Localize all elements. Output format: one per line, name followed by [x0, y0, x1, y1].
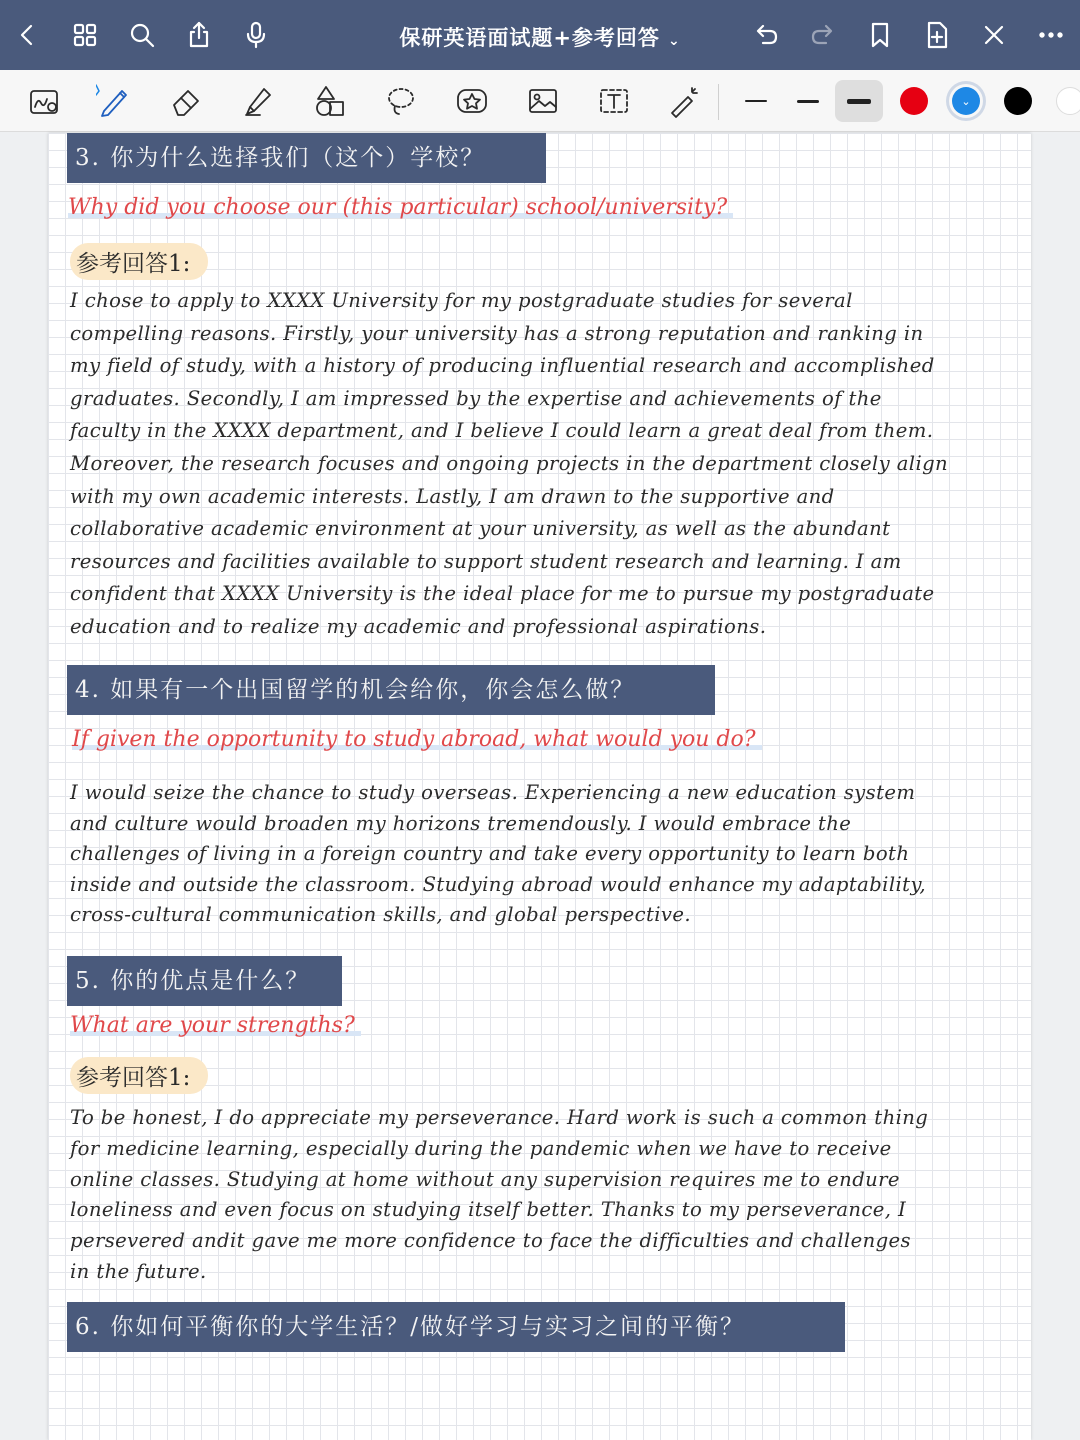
redo-icon[interactable] — [806, 18, 840, 52]
answer-line: for medicine learning, especially during the pandemic when we have to receive — [70, 1136, 892, 1160]
pen-tool-icon[interactable] — [92, 80, 136, 122]
chevron-down-icon: ⌄ — [667, 33, 681, 49]
question-3-english: Why did you choose our (this particular) school/university? — [68, 195, 733, 220]
answer-line: with my own academic interests. Lastly, I am drawn to the supportive and — [70, 484, 835, 508]
stroke-width-medium[interactable] — [784, 80, 832, 122]
laser-pointer-icon[interactable] — [662, 80, 706, 122]
answer-line: in the future. — [70, 1259, 207, 1283]
eraser-tool-icon[interactable] — [164, 80, 208, 122]
answer-line: cross-cultural communication skills, and global perspective. — [70, 903, 691, 927]
stroke-width-thick[interactable] — [835, 80, 883, 122]
answer-line: my field of study, with a history of producing influential research and accomplished — [70, 354, 935, 378]
reference-answer-label: 参考回答1: — [70, 243, 208, 280]
color-swatch-blue[interactable] — [952, 87, 980, 115]
answer-line: persevered andit gave me more confidence to face the difficulties and challenges — [70, 1229, 912, 1253]
question-4-english: If given the opportunity to study abroad, what would you do? — [72, 727, 762, 752]
lasso-tool-icon[interactable] — [379, 80, 423, 122]
answer-line: loneliness and even focus on studying itself better. Thanks to my perseverance, I — [70, 1198, 907, 1222]
chevron-down-icon: ⌄ — [961, 94, 971, 108]
toolbar-divider — [718, 84, 719, 120]
answer-line: faculty in the XXXX department, and I believe I could learn a great deal from them. — [70, 419, 934, 443]
answer-line: collaborative academic environment at your university, as well as the abundant — [70, 517, 891, 541]
answer-line: and culture would broaden my horizons tremendously. I would embrace the — [70, 811, 852, 835]
grid-icon[interactable] — [68, 18, 102, 52]
answer-line: I chose to apply to XXXX University for my postgraduate studies for several — [70, 289, 853, 312]
undo-icon[interactable] — [749, 18, 783, 52]
answer-3-text — [70, 285, 948, 644]
answer-line: confident that XXXX University is the ideal place for me to pursue my postgraduate — [70, 582, 935, 606]
bookmark-icon[interactable] — [863, 18, 897, 52]
color-swatch-white[interactable] — [1056, 87, 1080, 115]
text-tool-icon[interactable] — [592, 80, 636, 122]
lasso-image-tool-icon[interactable] — [22, 80, 66, 122]
answer-5-text — [70, 1103, 928, 1288]
answer-line: resources and facilities available to support student research and learning. I am — [70, 549, 902, 573]
close-icon[interactable] — [977, 18, 1011, 52]
question-6-heading: 6. 你如何平衡你的大学生活？/做好学习与实习之间的平衡？ — [67, 1302, 845, 1352]
answer-line: challenges of living in a foreign country and take every opportunity to learn both — [70, 842, 910, 866]
shapes-tool-icon[interactable] — [308, 80, 352, 122]
question-5-heading: 5. 你的优点是什么？ — [67, 956, 342, 1006]
answer-line: I would seize the chance to study overseas. Experiencing a new education system — [70, 781, 916, 804]
document-title-text: 保研英语面试题+参考回答 — [399, 26, 660, 50]
share-icon[interactable] — [182, 18, 216, 52]
answer-line: online classes. Studying at home without any supervision requires me to endure — [70, 1167, 900, 1191]
microphone-icon[interactable] — [239, 18, 273, 52]
answer-line: education and to realize my academic and professional aspirations. — [70, 614, 767, 638]
color-swatch-black[interactable] — [1004, 87, 1032, 115]
reference-answer-label: 参考回答1: — [70, 1057, 208, 1094]
answer-line: Moreover, the research focuses and ongoing projects in the department closely align — [70, 451, 949, 475]
answer-line: inside and outside the classroom. Studying abroad would enhance my adaptability, — [70, 872, 926, 896]
back-icon[interactable] — [10, 18, 44, 52]
question-4-heading: 4. 如果有一个出国留学的机会给你，你会怎么做？ — [67, 665, 715, 715]
more-icon[interactable] — [1034, 18, 1068, 52]
note-page[interactable] — [48, 133, 1031, 1440]
sticker-tool-icon[interactable] — [450, 80, 494, 122]
stroke-width-thin[interactable] — [732, 80, 780, 122]
search-icon[interactable] — [125, 18, 159, 52]
question-5-english: What are your strengths? — [70, 1013, 361, 1038]
answer-4-text — [70, 778, 926, 931]
add-page-icon[interactable] — [920, 18, 954, 52]
answer-line: To be honest, I do appreciate my perseverance. Hard work is such a common thing — [70, 1106, 929, 1129]
question-3-heading: 3. 你为什么选择我们（这个）学校？ — [67, 133, 546, 183]
answer-line: compelling reasons. Firstly, your university has a strong reputation and ranking in — [70, 321, 924, 345]
top-navigation-bar — [0, 0, 1080, 70]
image-tool-icon[interactable] — [521, 80, 565, 122]
highlighter-tool-icon[interactable] — [236, 80, 280, 122]
document-title[interactable] — [330, 22, 750, 52]
answer-line: graduates. Secondly, I am impressed by the expertise and achievements of the — [70, 386, 882, 410]
color-swatch-red[interactable] — [900, 87, 928, 115]
